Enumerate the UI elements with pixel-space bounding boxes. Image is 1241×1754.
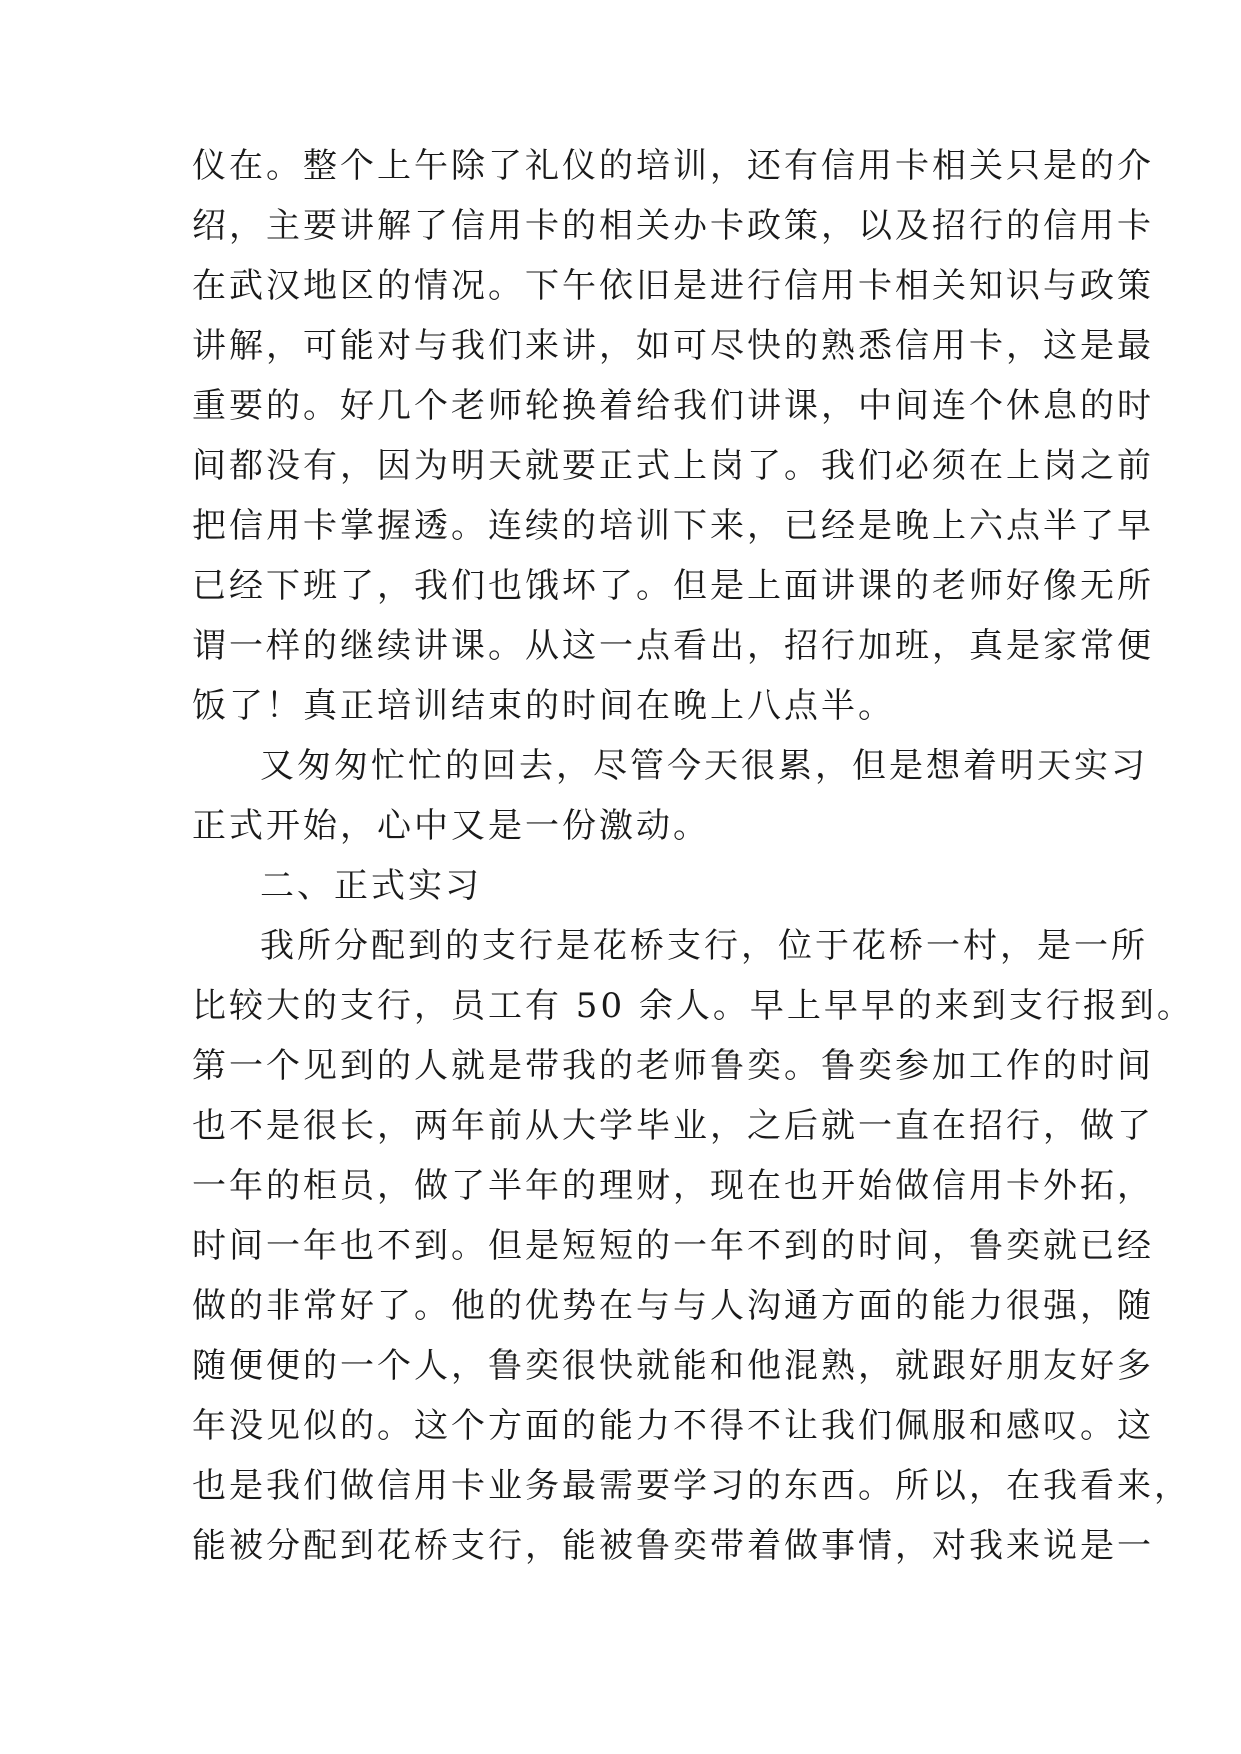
text-line: 正式开始，心中又是一份激动。 bbox=[192, 806, 710, 846]
text-line: 也不是很长，两年前从大学毕业，之后就一直在招行，做了 bbox=[192, 1106, 1154, 1146]
text-line: 做的非常好了。他的优势在与与人沟通方面的能力很强，随 bbox=[192, 1286, 1154, 1326]
section-heading: 二、正式实习 bbox=[260, 866, 482, 906]
text-line: 讲解，可能对与我们来讲，如可尽快的熟悉信用卡，这是最 bbox=[192, 326, 1154, 366]
text-line: 仪在。整个上午除了礼仪的培训，还有信用卡相关只是的介 bbox=[192, 146, 1154, 186]
paragraph-start-line: 又匆匆忙忙的回去，尽管今天很累，但是想着明天实习 bbox=[260, 746, 1148, 786]
text-line: 重要的。好几个老师轮换着给我们讲课，中间连个休息的时 bbox=[192, 386, 1154, 426]
text-line: 一年的柜员，做了半年的理财，现在也开始做信用卡外拓， bbox=[192, 1166, 1154, 1206]
text-line: 绍，主要讲解了信用卡的相关办卡政策，以及招行的信用卡 bbox=[192, 206, 1154, 246]
text-line: 间都没有，因为明天就要正式上岗了。我们必须在上岗之前 bbox=[192, 446, 1154, 486]
text-line: 比较大的支行，员工有 50 余人。早上早早的来到支行报到。 bbox=[192, 986, 1194, 1026]
text-line: 能被分配到花桥支行，能被鲁奕带着做事情，对我来说是一 bbox=[192, 1526, 1154, 1566]
text-line: 年没见似的。这个方面的能力不得不让我们佩服和感叹。这 bbox=[192, 1406, 1154, 1446]
text-line: 已经下班了，我们也饿坏了。但是上面讲课的老师好像无所 bbox=[192, 566, 1154, 606]
text-line: 也是我们做信用卡业务最需要学习的东西。所以，在我看来， bbox=[192, 1466, 1191, 1506]
text-line: 谓一样的继续讲课。从这一点看出，招行加班，真是家常便 bbox=[192, 626, 1154, 666]
text-line: 饭了！真正培训结束的时间在晚上八点半。 bbox=[192, 686, 895, 726]
text-line: 把信用卡掌握透。连续的培训下来，已经是晚上六点半了早 bbox=[192, 506, 1154, 546]
paragraph-start-line: 我所分配到的支行是花桥支行，位于花桥一村，是一所 bbox=[260, 926, 1148, 966]
text-line: 时间一年也不到。但是短短的一年不到的时间，鲁奕就已经 bbox=[192, 1226, 1154, 1266]
text-line: 随便便的一个人，鲁奕很快就能和他混熟，就跟好朋友好多 bbox=[192, 1346, 1154, 1386]
text-line: 第一个见到的人就是带我的老师鲁奕。鲁奕参加工作的时间 bbox=[192, 1046, 1154, 1086]
body-text bbox=[192, 136, 1194, 1576]
text-line: 在武汉地区的情况。下午依旧是进行信用卡相关知识与政策 bbox=[192, 266, 1154, 306]
